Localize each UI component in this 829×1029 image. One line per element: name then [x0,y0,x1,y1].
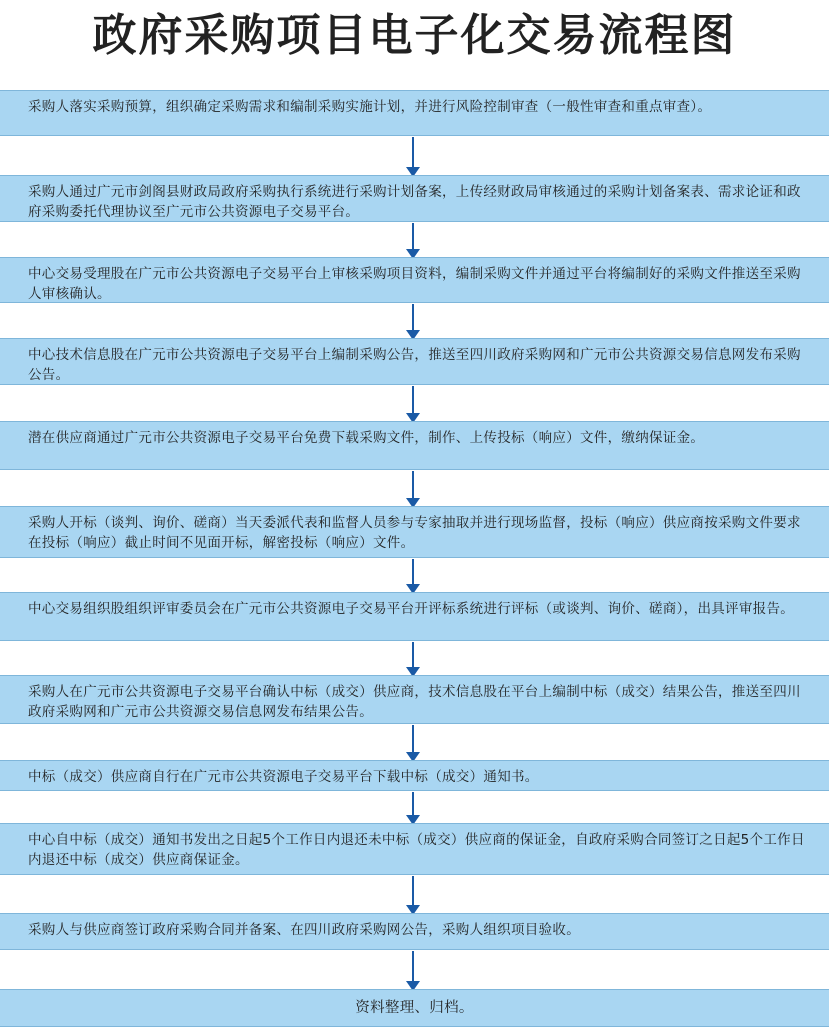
flow-arrow [412,386,414,421]
flow-step-7: 中心交易组织股组织评审委员会在广元市公共资源电子交易平台开评标系统进行评标（或谈判、询价、磋商），出具评审报告。 [0,592,829,641]
flow-step-6: 采购人开标（谈判、询价、磋商）当天委派代表和监督人员参与专家抽取并进行现场监督，投标（响应）供应商按采购文件要求在投标（响应）截止时间不见面开标，解密投标（响应）文件。 [0,506,829,558]
flow-step-5: 潜在供应商通过广元市公共资源电子交易平台免费下载采购文件，制作、上传投标（响应）文件，缴纳保证金。 [0,421,829,470]
flow-step-8: 采购人在广元市公共资源电子交易平台确认中标（成交）供应商，技术信息股在平台上编制中标（成交）结果公告，推送至四川政府采购网和广元市公共资源交易信息网发布结果公告。 [0,675,829,724]
flow-arrow [412,951,414,989]
flow-arrow [412,642,414,675]
flow-step-1: 采购人落实采购预算，组织确定采购需求和编制采购实施计划，并进行风险控制审查（一般性审查和重点审查）。 [0,90,829,136]
flow-step-10: 中心自中标（成交）通知书发出之日起5个工作日内退还未中标（成交）供应商的保证金，自政府采购合同签订之日起5个工作日内退还中标（成交）供应商保证金。 [0,823,829,875]
flow-arrow [412,223,414,257]
flow-step-3: 中心交易受理股在广元市公共资源电子交易平台上审核采购项目资料，编制采购文件并通过平台将编制好的采购文件推送至采购人审核确认。 [0,257,829,303]
flow-arrow [412,559,414,592]
flow-arrow [412,304,414,338]
flow-step-4: 中心技术信息股在广元市公共资源电子交易平台上编制采购公告，推送至四川政府采购网和广元市公共资源交易信息网发布采购公告。 [0,338,829,385]
flow-arrow [412,725,414,760]
page-title: 政府采购项目电子化交易流程图 [92,10,737,61]
flow-arrow [412,471,414,506]
flow-step-11: 采购人与供应商签订政府采购合同并备案、在四川政府采购网公告，采购人组织项目验收。 [0,913,829,950]
flow-step-2: 采购人通过广元市剑阁县财政局政府采购执行系统进行采购计划备案，上传经财政局审核通过的采购计划备案表、需求论证和政府采购委托代理协议至广元市公共资源电子交易平台。 [0,175,829,222]
flow-step-9: 中标（成交）供应商自行在广元市公共资源电子交易平台下载中标（成交）通知书。 [0,760,829,791]
flow-arrow [412,137,414,175]
flow-arrow [412,792,414,823]
flow-step-12: 资料整理、归档。 [0,989,829,1027]
flow-arrow [412,876,414,913]
